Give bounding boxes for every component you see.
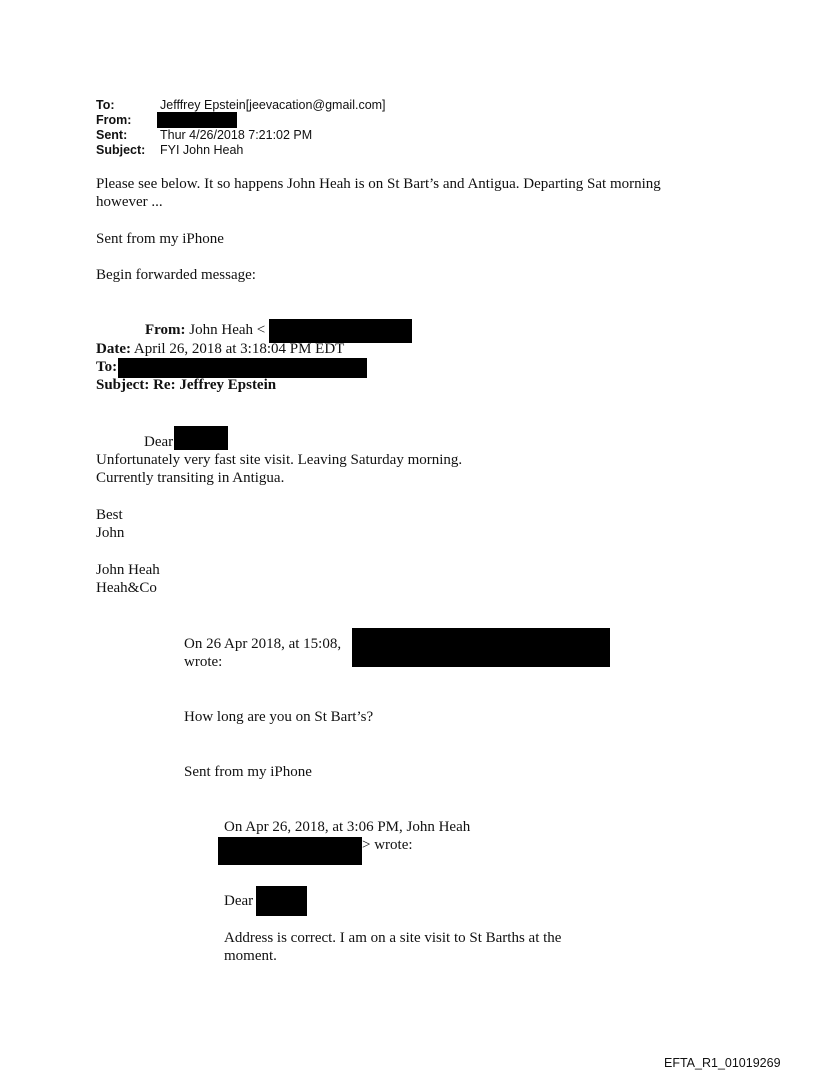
fwd-subject-label: Subject: [96, 377, 150, 393]
sent-label: Sent: [96, 128, 128, 142]
quote2-body-line: moment. [224, 948, 277, 964]
quote2-header-line: On Apr 26, 2018, at 3:06 PM, John Heah [224, 819, 471, 835]
begin-forwarded-line: Begin forwarded message: [96, 267, 256, 283]
fwd-date-line [96, 340, 344, 358]
body-line: however ... [96, 194, 163, 210]
quote1-sent-from: Sent from my iPhone [184, 764, 312, 780]
fwd-from-value: John Heah < [189, 322, 266, 338]
sent-value: Thur 4/26/2018 7:21:02 PM [160, 128, 313, 142]
to-value: Jefffrey Epstein[jeevacation@gmail.com] [160, 98, 386, 112]
sent-from-line: Sent from my iPhone [96, 231, 224, 247]
fwd-body-line: Unfortunately very fast site visit. Leaving Saturday morning. [96, 452, 463, 468]
quote1-header-wrote: wrote: [184, 654, 223, 670]
redaction-bar [174, 426, 228, 450]
fwd-subject-value: Re: Jeffrey Epstein [153, 377, 277, 393]
fwd-body-line: Currently transiting in Antigua. [96, 470, 285, 486]
to-label: To: [96, 98, 115, 112]
fwd-subject-line [96, 376, 276, 394]
redaction-bar [352, 628, 610, 667]
fwd-from-label: From: [145, 322, 186, 338]
redaction-bar [218, 837, 362, 865]
fwd-signoff-name: John [96, 525, 125, 541]
fwd-signoff: Best [96, 507, 123, 523]
redaction-bar [256, 886, 307, 916]
quote2-greeting: Dear [224, 893, 254, 909]
fwd-date-value: April 26, 2018 at 3:18:04 PM EDT [133, 341, 345, 357]
signature-name: John Heah [96, 562, 160, 578]
redaction-bar [157, 112, 237, 128]
signature-company: Heah&Co [96, 580, 157, 596]
fwd-date-label: Date: [96, 341, 131, 357]
redaction-bar [118, 358, 367, 378]
fwd-to-label: To: [96, 359, 118, 375]
fwd-greeting: Dear [144, 434, 174, 450]
fwd-from-line [145, 321, 265, 339]
subject-value: FYI John Heah [160, 143, 244, 157]
subject-label: Subject: [96, 143, 146, 157]
body-line: Please see below. It so happens John Heah is on St Bart’s and Antigua. Departing Sat morning [96, 176, 661, 192]
from-label: From: [96, 113, 132, 127]
bates-number: EFTA_R1_01019269 [664, 1056, 781, 1070]
quote2-body-line: Address is correct. I am on a site visit to St Barths at the [224, 930, 562, 946]
quote1-header-line: On 26 Apr 2018, at 15:08, [184, 636, 342, 652]
quote1-question: How long are you on St Bart’s? [184, 709, 374, 725]
quote2-header-wrote: > wrote: [362, 837, 413, 853]
